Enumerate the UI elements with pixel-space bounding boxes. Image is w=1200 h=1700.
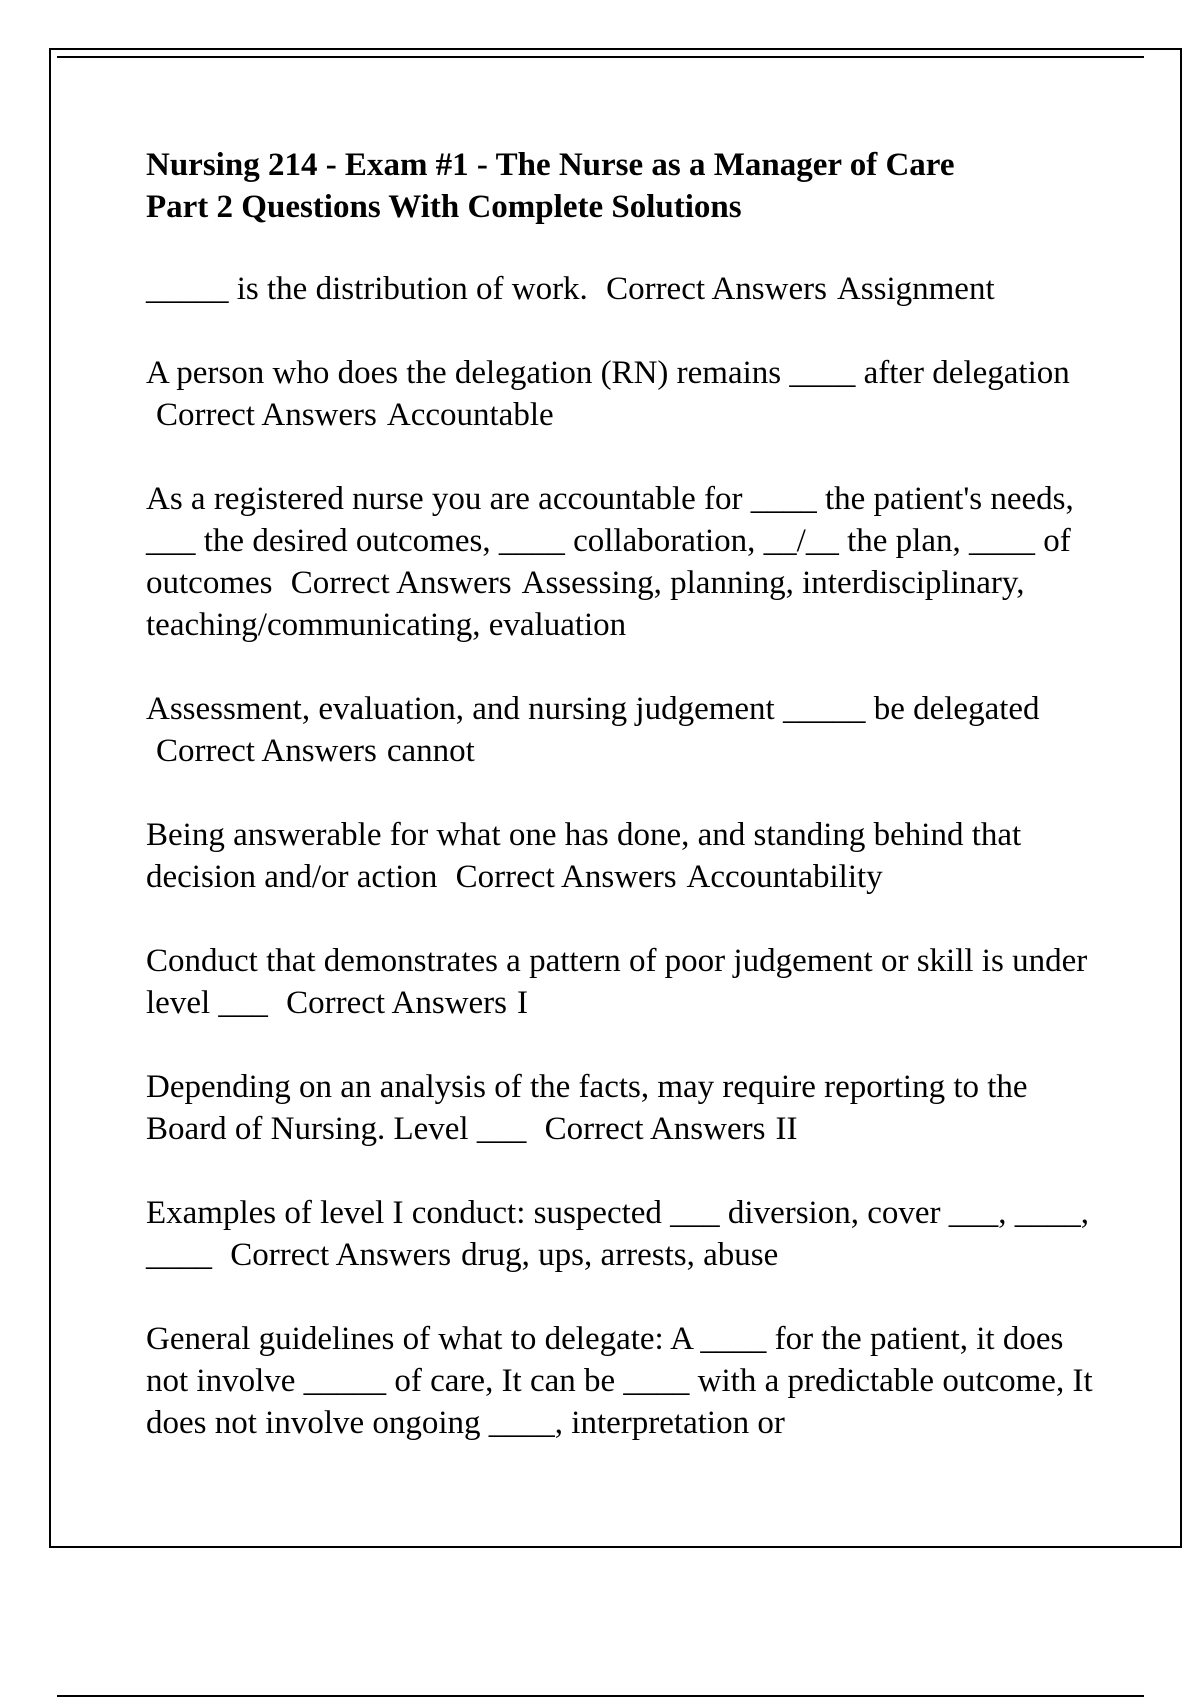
answer-text: I	[517, 985, 529, 1021]
answer-label: Correct Answers	[286, 985, 508, 1021]
qa-item	[146, 352, 1096, 436]
answer-text: II	[775, 1111, 798, 1147]
question-text: Conduct that demonstrates a pattern of poor judgement or skill is under level ___	[146, 943, 1096, 1021]
answer-text: Accountability	[686, 859, 883, 895]
qa-item	[146, 940, 1096, 1024]
answer-text: drug, ups, arrests, abuse	[461, 1237, 779, 1273]
question-text: General guidelines of what to delegate: A ____ for the patient, it does not involve _____ of care, It can be ____ with a predictable outcome, It does not involve ongoing ____, interpretation or	[146, 1321, 1101, 1441]
answer-text: Accountable	[386, 397, 554, 433]
document-title	[146, 144, 1096, 228]
answer-text: Assignment	[836, 271, 995, 307]
answer-label: Correct Answers	[455, 859, 677, 895]
question-text: Assessment, evaluation, and nursing judgement _____ be delegated	[146, 691, 1048, 727]
qa-item	[146, 688, 1096, 772]
question-text: A person who does the delegation (RN) remains ____ after delegation	[146, 355, 1078, 391]
answer-label: Correct Answers	[290, 565, 512, 601]
question-text: _____ is the distribution of work.	[146, 271, 597, 307]
answer-text: Assessing, planning, interdisciplinary, teaching/communicating, evaluation	[146, 565, 1033, 643]
answer-text: cannot	[386, 733, 475, 769]
answer-label: Correct Answers	[230, 1237, 452, 1273]
title-line-1: Nursing 214 - Exam #1 - The Nurse as a Manager of Care	[146, 147, 955, 183]
document-body	[146, 144, 1101, 1486]
answer-label: Correct Answers	[544, 1111, 766, 1147]
title-line-2: Part 2 Questions With Complete Solutions	[146, 189, 742, 225]
top-rule	[57, 56, 1144, 58]
answer-label: Correct Answers	[156, 733, 377, 769]
question-text: Depending on an analysis of the facts, may require reporting to the Board of Nursing. Level ___	[146, 1069, 1036, 1147]
qa-item	[146, 1066, 1096, 1150]
bottom-rule	[57, 1695, 1144, 1697]
qa-item	[146, 814, 1096, 898]
qa-item	[146, 1192, 1096, 1276]
question-text: Being answerable for what one has done, and standing behind that decision and/or action	[146, 817, 1030, 895]
answer-label: Correct Answers	[606, 271, 827, 307]
qa-item	[146, 1318, 1101, 1444]
question-text: As a registered nurse you are accountable for ____ the patient's needs, ___ the desired outcomes, ____ collaboration, __/__ the plan, ____ of outcomes	[146, 481, 1083, 601]
qa-item	[146, 268, 1096, 310]
qa-item	[146, 478, 1096, 646]
answer-label: Correct Answers	[156, 397, 377, 433]
question-text: Examples of level I conduct: suspected ___ diversion, cover ___, ____, ____	[146, 1195, 1098, 1273]
